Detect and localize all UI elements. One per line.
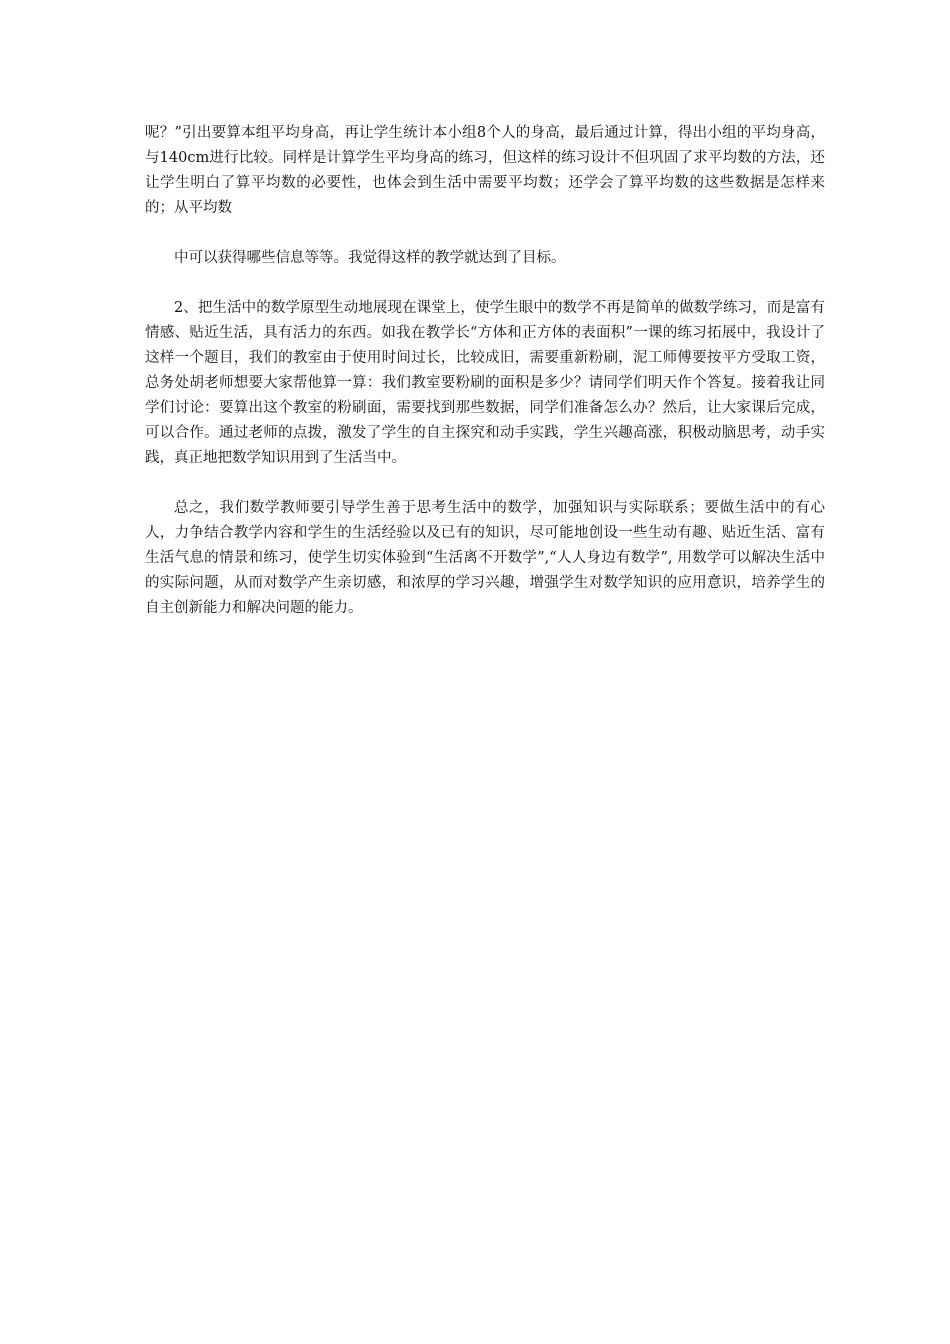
paragraph-1: 呢？”引出要算本组平均身高，再让学生统计本小组8个人的身高，最后通过计算，得出小组的平均身高，与140cm进行比较。同样是计算学生平均身高的练习，但这样的练习设计不但巩固了求平均数的方法，还让学生明白了算平均数的必要性，也体会到生活中需要平均数；还学会了算平均数的这些数据是怎样来的；从平均数 <box>145 125 825 216</box>
paragraph-2: 中可以获得哪些信息等等。我觉得这样的教学就达到了目标。 <box>174 250 566 266</box>
paragraph-3: 2、把生活中的数学原型生动地展现在课堂上，使学生眼中的数学不再是简单的做数学练习，而是富有情感、贴近生活，具有活力的东西。如我在教学长“方体和正方体的表面积”一课的练习拓展中，我设计了这样一个题目，我们的教室由于使用时间过长，比较成旧，需要重新粉刷，泥工师傅要按平方受取工资，总务处胡老师想要大家帮他算一算：我们教室要粉刷的面积是多少？请同学们明天作个答复。接着我让同学们讨论：要算出这个教室的粉刷面，需要找到那些数据，同学们准备怎么办？然后，让大家课后完成，可以合作。通过老师的点拨，激发了学生的自主探究和动手实践，学生兴趣高涨，积极动脑思考，动手实践，真正地把数学知识用到了生活当中。 <box>145 300 825 466</box>
document-body <box>145 121 825 621</box>
paragraph-4: 总之，我们数学教师要引导学生善于思考生活中的数学，加强知识与实际联系；要做生活中的有心人，力争结合教学内容和学生的生活经验以及已有的知识，尽可能地创设一些生动有趣、贴近生活、富有生活气息的情景和练习，使学生切实体验到“生活离不开数学”,“人人身边有数学”, 用数学可以解决生活中的实际问题，从而对数学产生亲切感，和浓厚的学习兴趣，增强学生对数学知识的应用意识，培养学生的自主创新能力和解决问题的能力。 <box>145 500 825 616</box>
